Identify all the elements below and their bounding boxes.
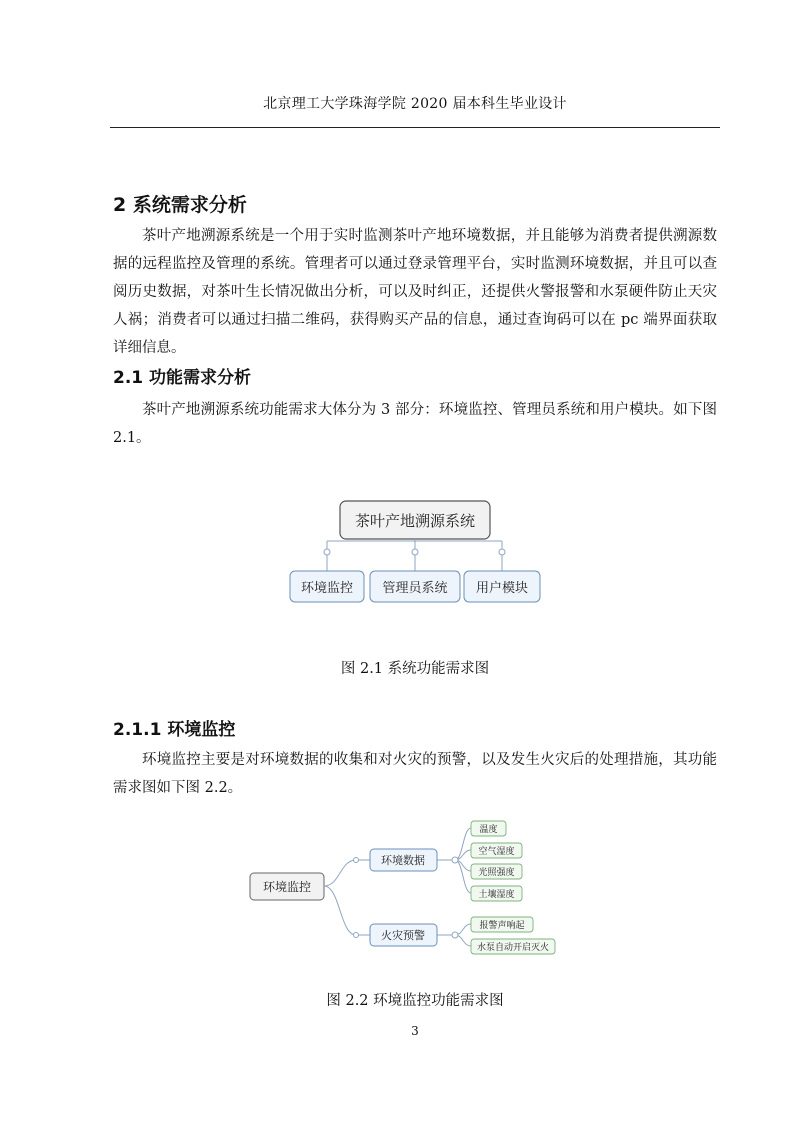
- page-number: 3: [411, 1024, 419, 1038]
- figure2-root-label: 环境监控: [262, 880, 312, 894]
- figure2-branch-label-0: 环境数据: [381, 854, 425, 867]
- figure1-root-label: 茶叶产地溯源系统: [354, 512, 476, 530]
- figure1-child-label-1: 管理员系统: [382, 581, 448, 596]
- section-paragraph: 茶叶产地溯源系统是一个用于实时监测茶叶产地环境数据，并且能够为消费者提供溯源数据的远程监控及管理的系统。管理者可以通过登录管理平台，实时监测环境数据，并且可以查阅历史数据，对茶叶生长情况做出分析，可以及时纠正，还提供火警报警和水泵硬件防止天灾人祸；消费者可以通过扫描二维码，获得购买产品的信息，通过查询码可以在 pc 端界面获取详细信息。: [113, 228, 717, 356]
- section-heading: 2 系统需求分析: [113, 194, 247, 216]
- subsubsection-heading: 2.1.1 环境监控: [113, 720, 236, 740]
- figure2-leaf-label-5: 水泵自动开启灭火: [476, 943, 550, 953]
- subsection-paragraph: 茶叶产地溯源系统功能需求大体分为 3 部分：环境监控、管理员系统和用户模块。如下图 2.1。: [113, 402, 717, 446]
- figure2-leaf-label-0: 温度: [479, 825, 498, 835]
- figure2-leaf-label-2: 光照强度: [478, 868, 515, 878]
- figure1-connector-dots: [324, 549, 505, 555]
- figure1-caption: 图 2.1 系统功能需求图: [340, 661, 490, 677]
- figure1-child-label-2: 用户模块: [475, 581, 529, 596]
- page-header: 北京理工大学珠海学院 2020 届本科生毕业设计: [263, 96, 567, 112]
- figure2-leaf-label-4: 报警声响起: [479, 921, 525, 931]
- subsubsection-paragraph: 环境监控主要是对环境数据的收集和对火灾的预警，以及发生火灾后的处理措施，其功能需求图如下图 2.2。: [113, 752, 717, 796]
- figure2-leaf-label-3: 土壤湿度: [478, 890, 515, 900]
- subsection-heading: 2.1 功能需求分析: [113, 368, 252, 388]
- figure2-leaf-label-1: 空气湿度: [478, 847, 515, 857]
- figure2-branch-label-1: 火灾预警: [381, 929, 425, 942]
- figure1-child-label-0: 环境监控: [300, 581, 354, 596]
- figure2-caption: 图 2.2 环境监控功能需求图: [326, 993, 504, 1009]
